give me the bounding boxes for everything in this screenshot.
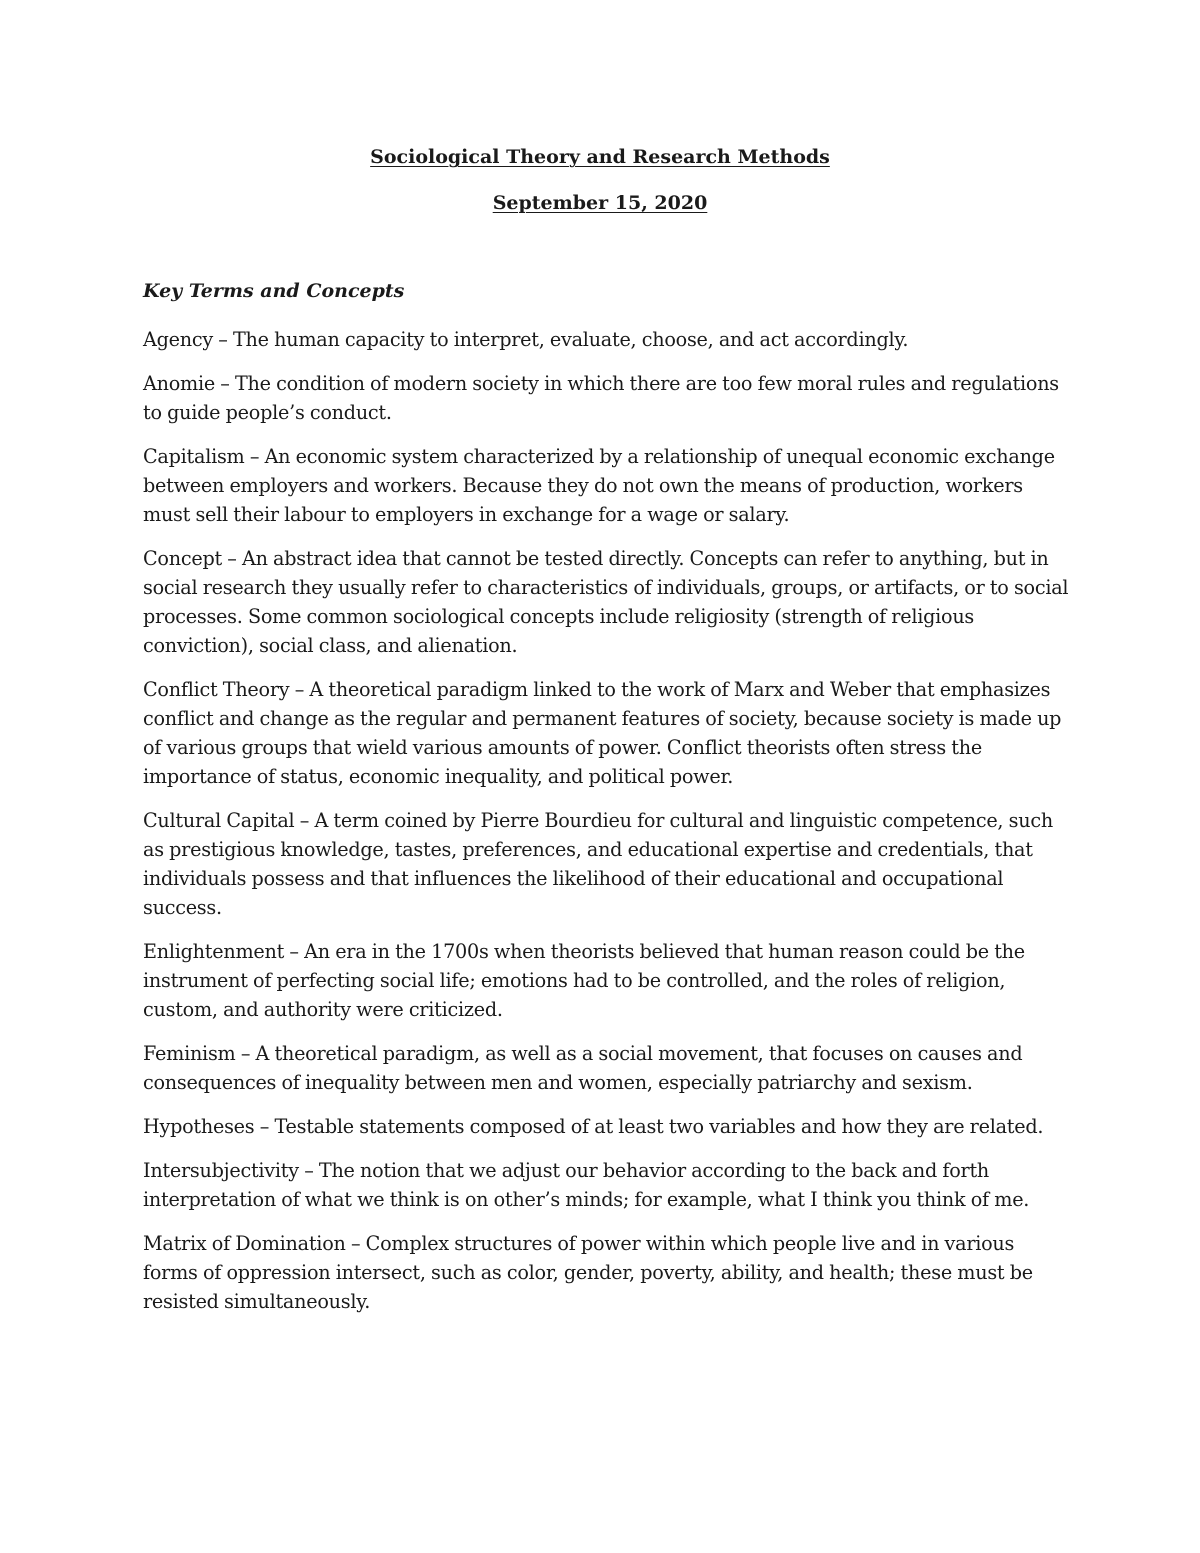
- term-separator: –: [298, 1159, 319, 1182]
- term-name: Agency: [143, 328, 213, 351]
- term-name: Conflict Theory: [143, 678, 290, 701]
- term-separator: –: [294, 809, 315, 832]
- term-list: [143, 325, 1073, 1331]
- term-definition: An economic system characterized by a relationship of unequal economic exchange between employers and workers. Because they do not own the means of production, workers must sell their labour to employers in exchange for a wage or salary.: [143, 445, 1055, 526]
- term-separator: –: [235, 1042, 256, 1065]
- term-separator: –: [212, 328, 233, 351]
- term-definition: An abstract idea that cannot be tested directly. Concepts can refer to anything, but in social research they usually refer to characteristics of individuals, groups, or artifacts, or to social processes. Some common sociological concepts include religiosity (strength of religious conviction), social class, and alienation.: [143, 547, 1069, 657]
- term-separator: –: [221, 547, 242, 570]
- term-separator: –: [244, 445, 265, 468]
- term-separator: –: [254, 1115, 275, 1138]
- term-entry: [143, 442, 1073, 529]
- term-name: Hypotheses: [143, 1115, 255, 1138]
- term-entry: [143, 1156, 1073, 1214]
- term-definition: Testable statements composed of at least two variables and how they are related.: [274, 1115, 1044, 1138]
- term-name: Feminism: [143, 1042, 236, 1065]
- term-definition: The condition of modern society in which there are too few moral rules and regulations to guide people’s conduct.: [143, 372, 1059, 424]
- term-entry: [143, 369, 1073, 427]
- term-entry: [143, 1229, 1073, 1316]
- term-name: Concept: [143, 547, 222, 570]
- term-separator: –: [284, 940, 305, 963]
- term-entry: [143, 1112, 1073, 1141]
- term-entry: [143, 675, 1073, 791]
- term-definition: An era in the 1700s when theorists believed that human reason could be the instrument of perfecting social life; emotions had to be controlled, and the roles of religion, custom, and authority were criticized.: [143, 940, 1025, 1021]
- term-definition: The notion that we adjust our behavior according to the back and forth interpretation of what we think is on other’s minds; for example, what I think you think of me.: [143, 1159, 1030, 1211]
- term-name: Capitalism: [143, 445, 245, 468]
- term-definition: A term coined by Pierre Bourdieu for cultural and linguistic competence, such as prestigious knowledge, tastes, preferences, and educational expertise and credentials, that individuals possess and that influences the likelihood of their educational and occupational success.: [143, 809, 1053, 919]
- term-entry: [143, 1039, 1073, 1097]
- term-definition: A theoretical paradigm linked to the work of Marx and Weber that emphasizes conflict and change as the regular and permanent features of society, because society is made up of various groups that wield various amounts of power. Conflict theorists often stress the importance of status, economic inequality, and political power.: [143, 678, 1062, 788]
- document-date: September 15, 2020: [492, 192, 708, 214]
- term-name: Intersubjectivity: [143, 1159, 299, 1182]
- term-entry: [143, 937, 1073, 1024]
- document-title: Sociological Theory and Research Methods: [370, 146, 830, 168]
- term-separator: –: [214, 372, 235, 395]
- term-definition: Complex structures of power within which people live and in various forms of oppression intersect, such as color, gender, poverty, ability, and health; these must be resisted simultaneously.: [143, 1232, 1033, 1313]
- term-entry: [143, 806, 1073, 922]
- term-name: Anomie: [143, 372, 215, 395]
- term-name: Cultural Capital: [143, 809, 295, 832]
- term-name: Matrix of Domination: [143, 1232, 346, 1255]
- section-heading: Key Terms and Concepts: [143, 280, 405, 302]
- term-entry: [143, 325, 1073, 354]
- term-definition: A theoretical paradigm, as well as a social movement, that focuses on causes and consequences of inequality between men and women, especially patriarchy and sexism.: [143, 1042, 1023, 1094]
- term-entry: [143, 544, 1073, 660]
- term-definition: The human capacity to interpret, evaluate, choose, and act accordingly.: [233, 328, 909, 351]
- term-separator: –: [345, 1232, 366, 1255]
- term-name: Enlightenment: [143, 940, 285, 963]
- term-separator: –: [289, 678, 310, 701]
